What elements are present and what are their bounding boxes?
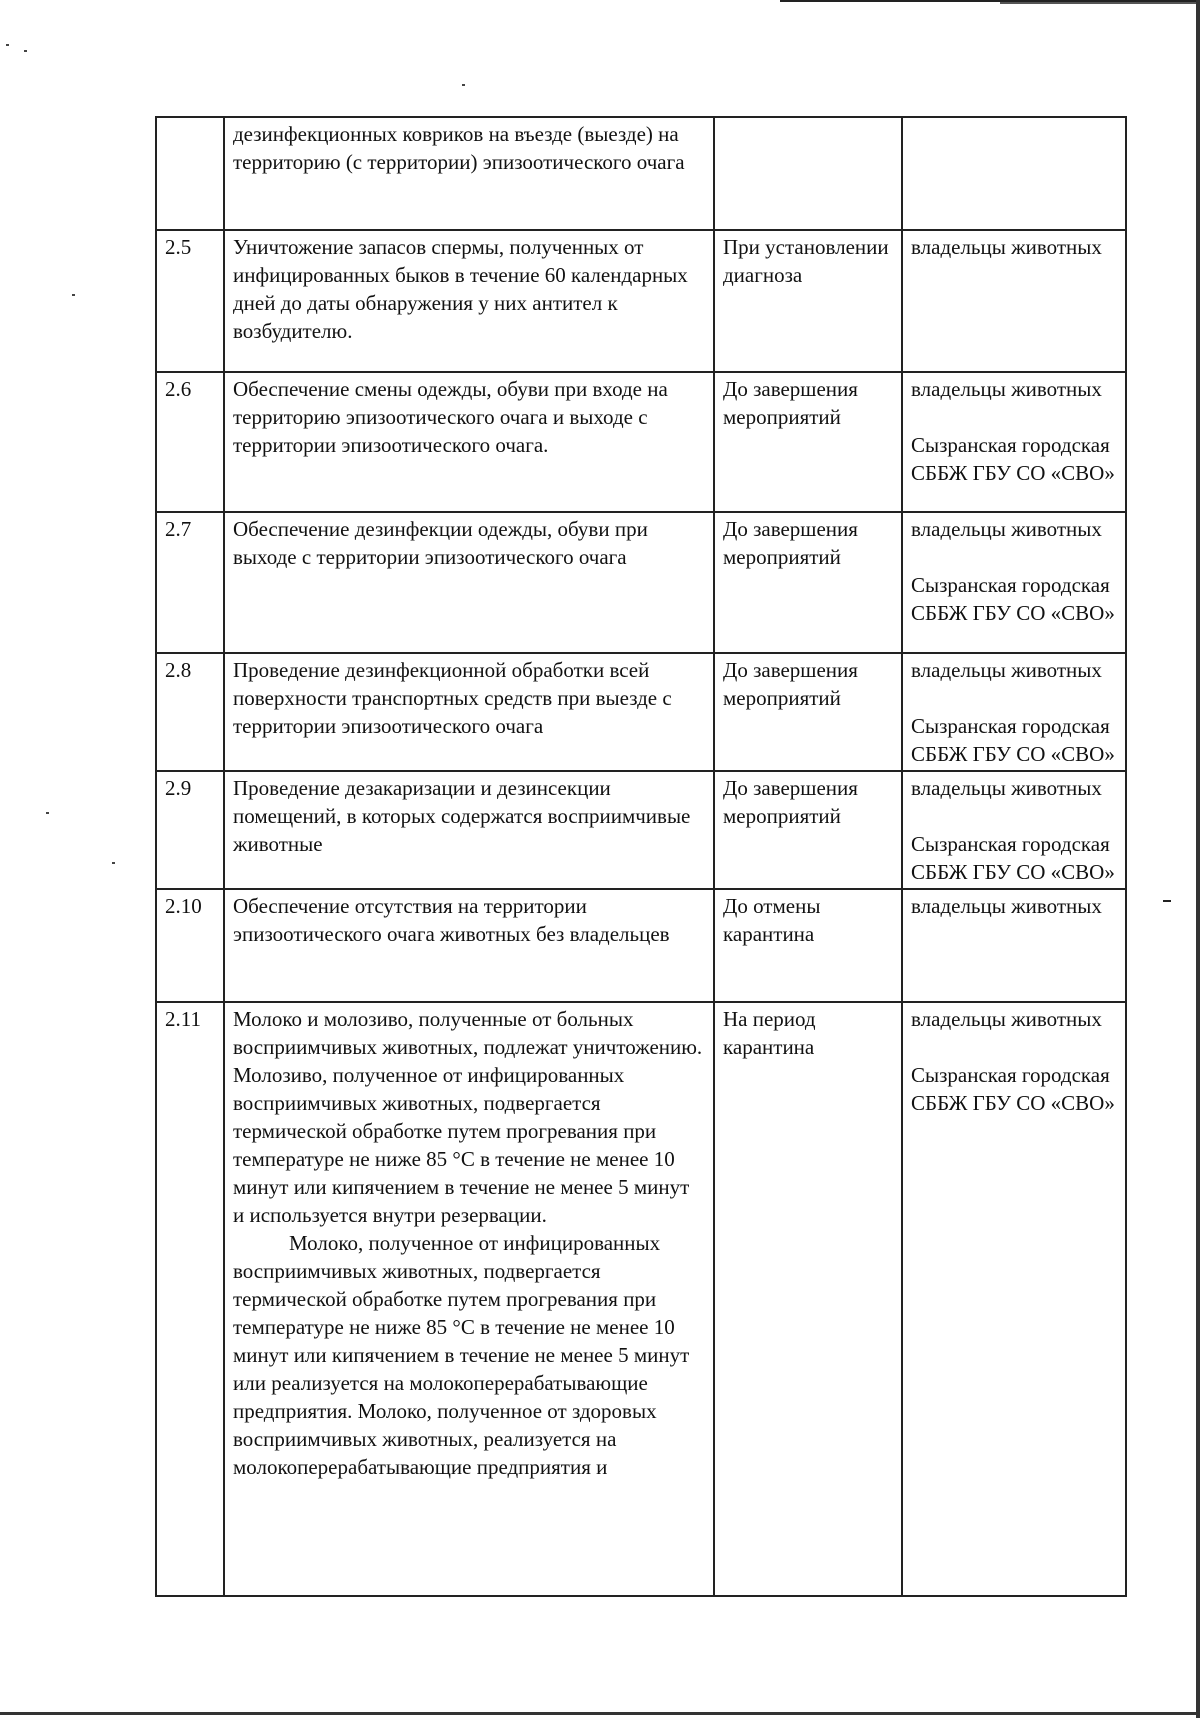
- responsible-owner: владельцы животных: [911, 894, 1102, 918]
- measure-text: Обеспечение дезинфекции одежды, обуви при выходе с территории эпизоотического очага: [224, 512, 714, 653]
- measures-table: [155, 116, 1127, 1597]
- measure-text: [224, 1002, 714, 1596]
- responsible-owner: владельцы животных: [911, 1007, 1102, 1031]
- table-row: [156, 653, 1126, 771]
- responsible-cell: [902, 372, 1126, 512]
- term-text: При установлении диагноза: [714, 230, 902, 372]
- row-number: 2.6: [156, 372, 224, 512]
- term-text: На период карантина: [714, 1002, 902, 1596]
- measure-text: дезинфекционных ковриков на въезде (выезде) на территорию (с территории) эпизоотического очага: [224, 117, 714, 230]
- responsible-service: Сызранская городская СББЖ ГБУ СО «СВО»: [911, 714, 1115, 766]
- row-number: 2.5: [156, 230, 224, 372]
- measure-text: Обеспечение смены одежды, обуви при входе на территорию эпизоотического очага и выходе с территории эпизоотического очага.: [224, 372, 714, 512]
- scan-edge-top-inner: [1000, 2, 1200, 4]
- scan-speck: [112, 862, 115, 864]
- margin-dash: [1163, 900, 1171, 902]
- responsible-service: Сызранская городская СББЖ ГБУ СО «СВО»: [911, 573, 1115, 625]
- responsible-owner: владельцы животных: [911, 377, 1102, 401]
- term-text: До завершения мероприятий: [714, 512, 902, 653]
- row-number: 2.11: [156, 1002, 224, 1596]
- responsible-service: Сызранская городская СББЖ ГБУ СО «СВО»: [911, 832, 1115, 884]
- responsible-service: Сызранская городская СББЖ ГБУ СО «СВО»: [911, 433, 1115, 485]
- scan-speck: [462, 84, 465, 86]
- row-number: 2.8: [156, 653, 224, 771]
- responsible-cell: [902, 230, 1126, 372]
- table-row: [156, 889, 1126, 1002]
- row-number: 2.7: [156, 512, 224, 653]
- table-row: [156, 771, 1126, 889]
- term-text: До завершения мероприятий: [714, 771, 902, 889]
- measure-paragraph: Молоко и молозиво, полученные от больных восприимчивых животных, подлежат уничтожению. Молозиво, полученное от инфицированных восприимчивых животных, подвергается термической обработке путем прогревания при температуре не ниже 85 °С в течение не менее 10 минут или кипячением в течение не менее 5 минут и используется внутри резервации.: [233, 1007, 703, 1227]
- row-number: [156, 117, 224, 230]
- responsible-cell: [902, 117, 1126, 230]
- row-number: 2.9: [156, 771, 224, 889]
- row-number: 2.10: [156, 889, 224, 1002]
- scan-speck: [24, 50, 27, 52]
- responsible-owner: владельцы животных: [911, 658, 1102, 682]
- scan-edge-right: [1196, 0, 1200, 1718]
- responsible-cell: [902, 512, 1126, 653]
- responsible-owner: владельцы животных: [911, 517, 1102, 541]
- responsible-service: Сызранская городская СББЖ ГБУ СО «СВО»: [911, 1063, 1115, 1115]
- measure-text: Уничтожение запасов спермы, полученных от инфицированных быков в течение 60 календарных дней до даты обнаружения у них антител к возбудителю.: [224, 230, 714, 372]
- scan-speck: [72, 294, 75, 296]
- table-row: [156, 372, 1126, 512]
- table-row: [156, 512, 1126, 653]
- responsible-owner: владельцы животных: [911, 235, 1102, 259]
- measure-text: Проведение дезинфекционной обработки всей поверхности транспортных средств при выезде с территории эпизоотического очага: [224, 653, 714, 771]
- term-text: [714, 117, 902, 230]
- responsible-cell: [902, 653, 1126, 771]
- scan-speck: [46, 812, 49, 814]
- term-text: До завершения мероприятий: [714, 653, 902, 771]
- responsible-cell: [902, 1002, 1126, 1596]
- measure-text: Обеспечение отсутствия на территории эпизоотического очага животных без владельцев: [224, 889, 714, 1002]
- term-text: До отмены карантина: [714, 889, 902, 1002]
- responsible-cell: [902, 889, 1126, 1002]
- measure-text: Проведение дезакаризации и дезинсекции помещений, в которых содержатся восприимчивые животные: [224, 771, 714, 889]
- measure-paragraph: Молоко, полученное от инфицированных восприимчивых животных, подвергается термической обработке путем прогревания при температуре не ниже 85 °С в течение не менее 10 минут или кипячением в течение не менее 5 минут или реализуется на молокоперерабатывающие предприятия. Молоко, полученное от здоровых восприимчивых животных, реализуется на молокоперерабатывающие предприятия и: [233, 1231, 690, 1479]
- table-row: [156, 230, 1126, 372]
- responsible-cell: [902, 771, 1126, 889]
- responsible-owner: владельцы животных: [911, 776, 1102, 800]
- term-text: До завершения мероприятий: [714, 372, 902, 512]
- table-row: [156, 117, 1126, 230]
- scan-speck: [6, 44, 9, 46]
- scan-edge-bottom: [0, 1712, 1200, 1715]
- table-row: [156, 1002, 1126, 1596]
